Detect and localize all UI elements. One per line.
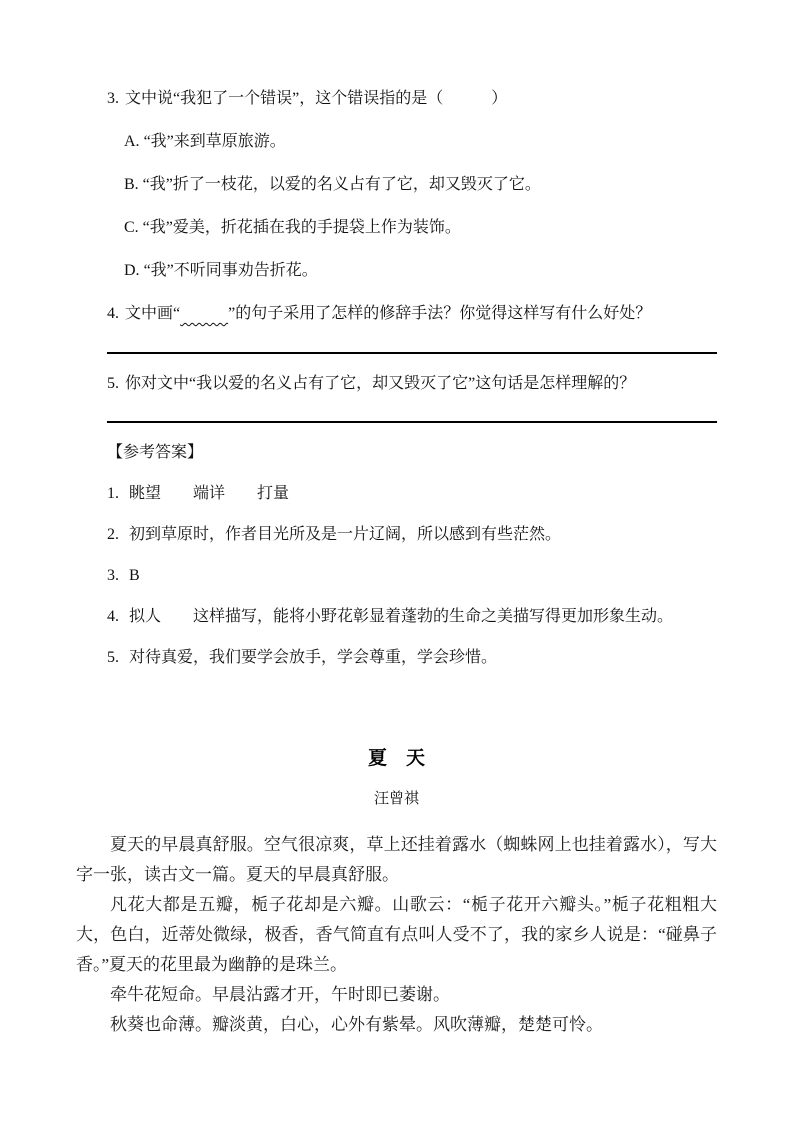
answer-item-4 xyxy=(107,608,717,625)
question-3 xyxy=(107,90,717,107)
question-4 xyxy=(107,305,717,322)
question-3-stem: 文中说“我犯了一个错误”，这个错误指的是（ ） xyxy=(125,90,508,107)
answer-blank-line-1 xyxy=(107,352,717,354)
answer-4-number: 4. xyxy=(107,608,119,625)
option-d-text: “我”不听同事劝告折花。 xyxy=(143,262,318,279)
answer-2-number: 2. xyxy=(107,526,119,543)
passage-author: 汪曾祺 xyxy=(373,791,419,807)
answer-5-number: 5. xyxy=(107,649,119,666)
wavy-underline xyxy=(180,305,228,322)
answer-3-text: B xyxy=(129,567,140,584)
question-4-number: 4. xyxy=(107,305,119,322)
answer-item-2 xyxy=(107,526,717,543)
question-3-number: 3. xyxy=(107,90,119,107)
question-5-number: 5. xyxy=(107,375,119,392)
answer-3-number: 3. xyxy=(107,567,119,584)
option-a-label: A. xyxy=(124,133,140,150)
option-c-label: C. xyxy=(124,219,139,236)
answer-1-number: 1. xyxy=(107,485,119,502)
answer-item-3 xyxy=(107,567,717,584)
passage-paragraph-1: 夏天的早晨真舒服。空气很凉爽，草上还挂着露水（蜘蛛网上也挂着露水），写大字一张，读古文一篇。夏天的早晨真舒服。 xyxy=(76,835,717,884)
question-4-stem-end: ”的句子采用了怎样的修辞手法？你觉得这样写有什么好处？ xyxy=(228,305,652,322)
answer-5-text: 对待真爱，我们要学会放手，学会尊重，学会珍惜。 xyxy=(129,649,498,666)
answer-1-text: 眺望 端详 打量 xyxy=(129,485,290,502)
question-5 xyxy=(107,375,717,392)
answer-item-1 xyxy=(107,485,717,502)
answer-blank-line-2 xyxy=(107,421,717,423)
option-c-text: “我”爱美，折花插在我的手提袋上作为装饰。 xyxy=(142,219,461,236)
question-3-option-c xyxy=(107,219,717,236)
option-b-label: B. xyxy=(124,176,139,193)
option-d-label: D. xyxy=(124,262,140,279)
passage-paragraph-2: 凡花大都是五瓣，栀子花却是六瓣。山歌云：“栀子花开六瓣头。”栀子花粗粗大大，色白，近蒂处微绿，极香，香气简直有点叫人受不了，我的家乡人说是：“碰鼻子香。”夏天的花里最为幽静的是珠兰。 xyxy=(76,895,717,974)
passage-paragraph-3: 牵牛花短命。早晨沾露才开，午时即已萎谢。 xyxy=(110,985,450,1004)
passage-title: 夏 天 xyxy=(367,748,425,769)
question-3-option-d xyxy=(107,262,717,279)
reference-answers-heading: 【参考答案】 xyxy=(107,444,204,461)
option-b-text: “我”折了一枝花，以爱的名义占有了它，却又毁灭了它。 xyxy=(142,176,541,193)
passage-section xyxy=(0,748,793,1040)
answer-4-text: 拟人 这样描写，能将小野花彰显着蓬勃的生命之美描写得更加形象生动。 xyxy=(129,608,674,625)
question-4-stem-start: 文中画“ xyxy=(125,305,181,322)
passage-paragraph-4: 秋葵也命薄。瓣淡黄，白心，心外有紫晕。风吹薄瓣，楚楚可怜。 xyxy=(110,1015,603,1034)
question-5-stem: 你对文中“我以爱的名义占有了它，却又毁灭了它”这句话是怎样理解的？ xyxy=(125,375,636,392)
answer-2-text: 初到草原时，作者目光所及是一片辽阔，所以感到有些茫然。 xyxy=(129,526,562,543)
question-3-option-b xyxy=(107,176,717,193)
option-a-text: “我”来到草原旅游。 xyxy=(143,133,286,150)
answer-item-5 xyxy=(107,649,717,666)
question-3-option-a xyxy=(107,133,717,150)
